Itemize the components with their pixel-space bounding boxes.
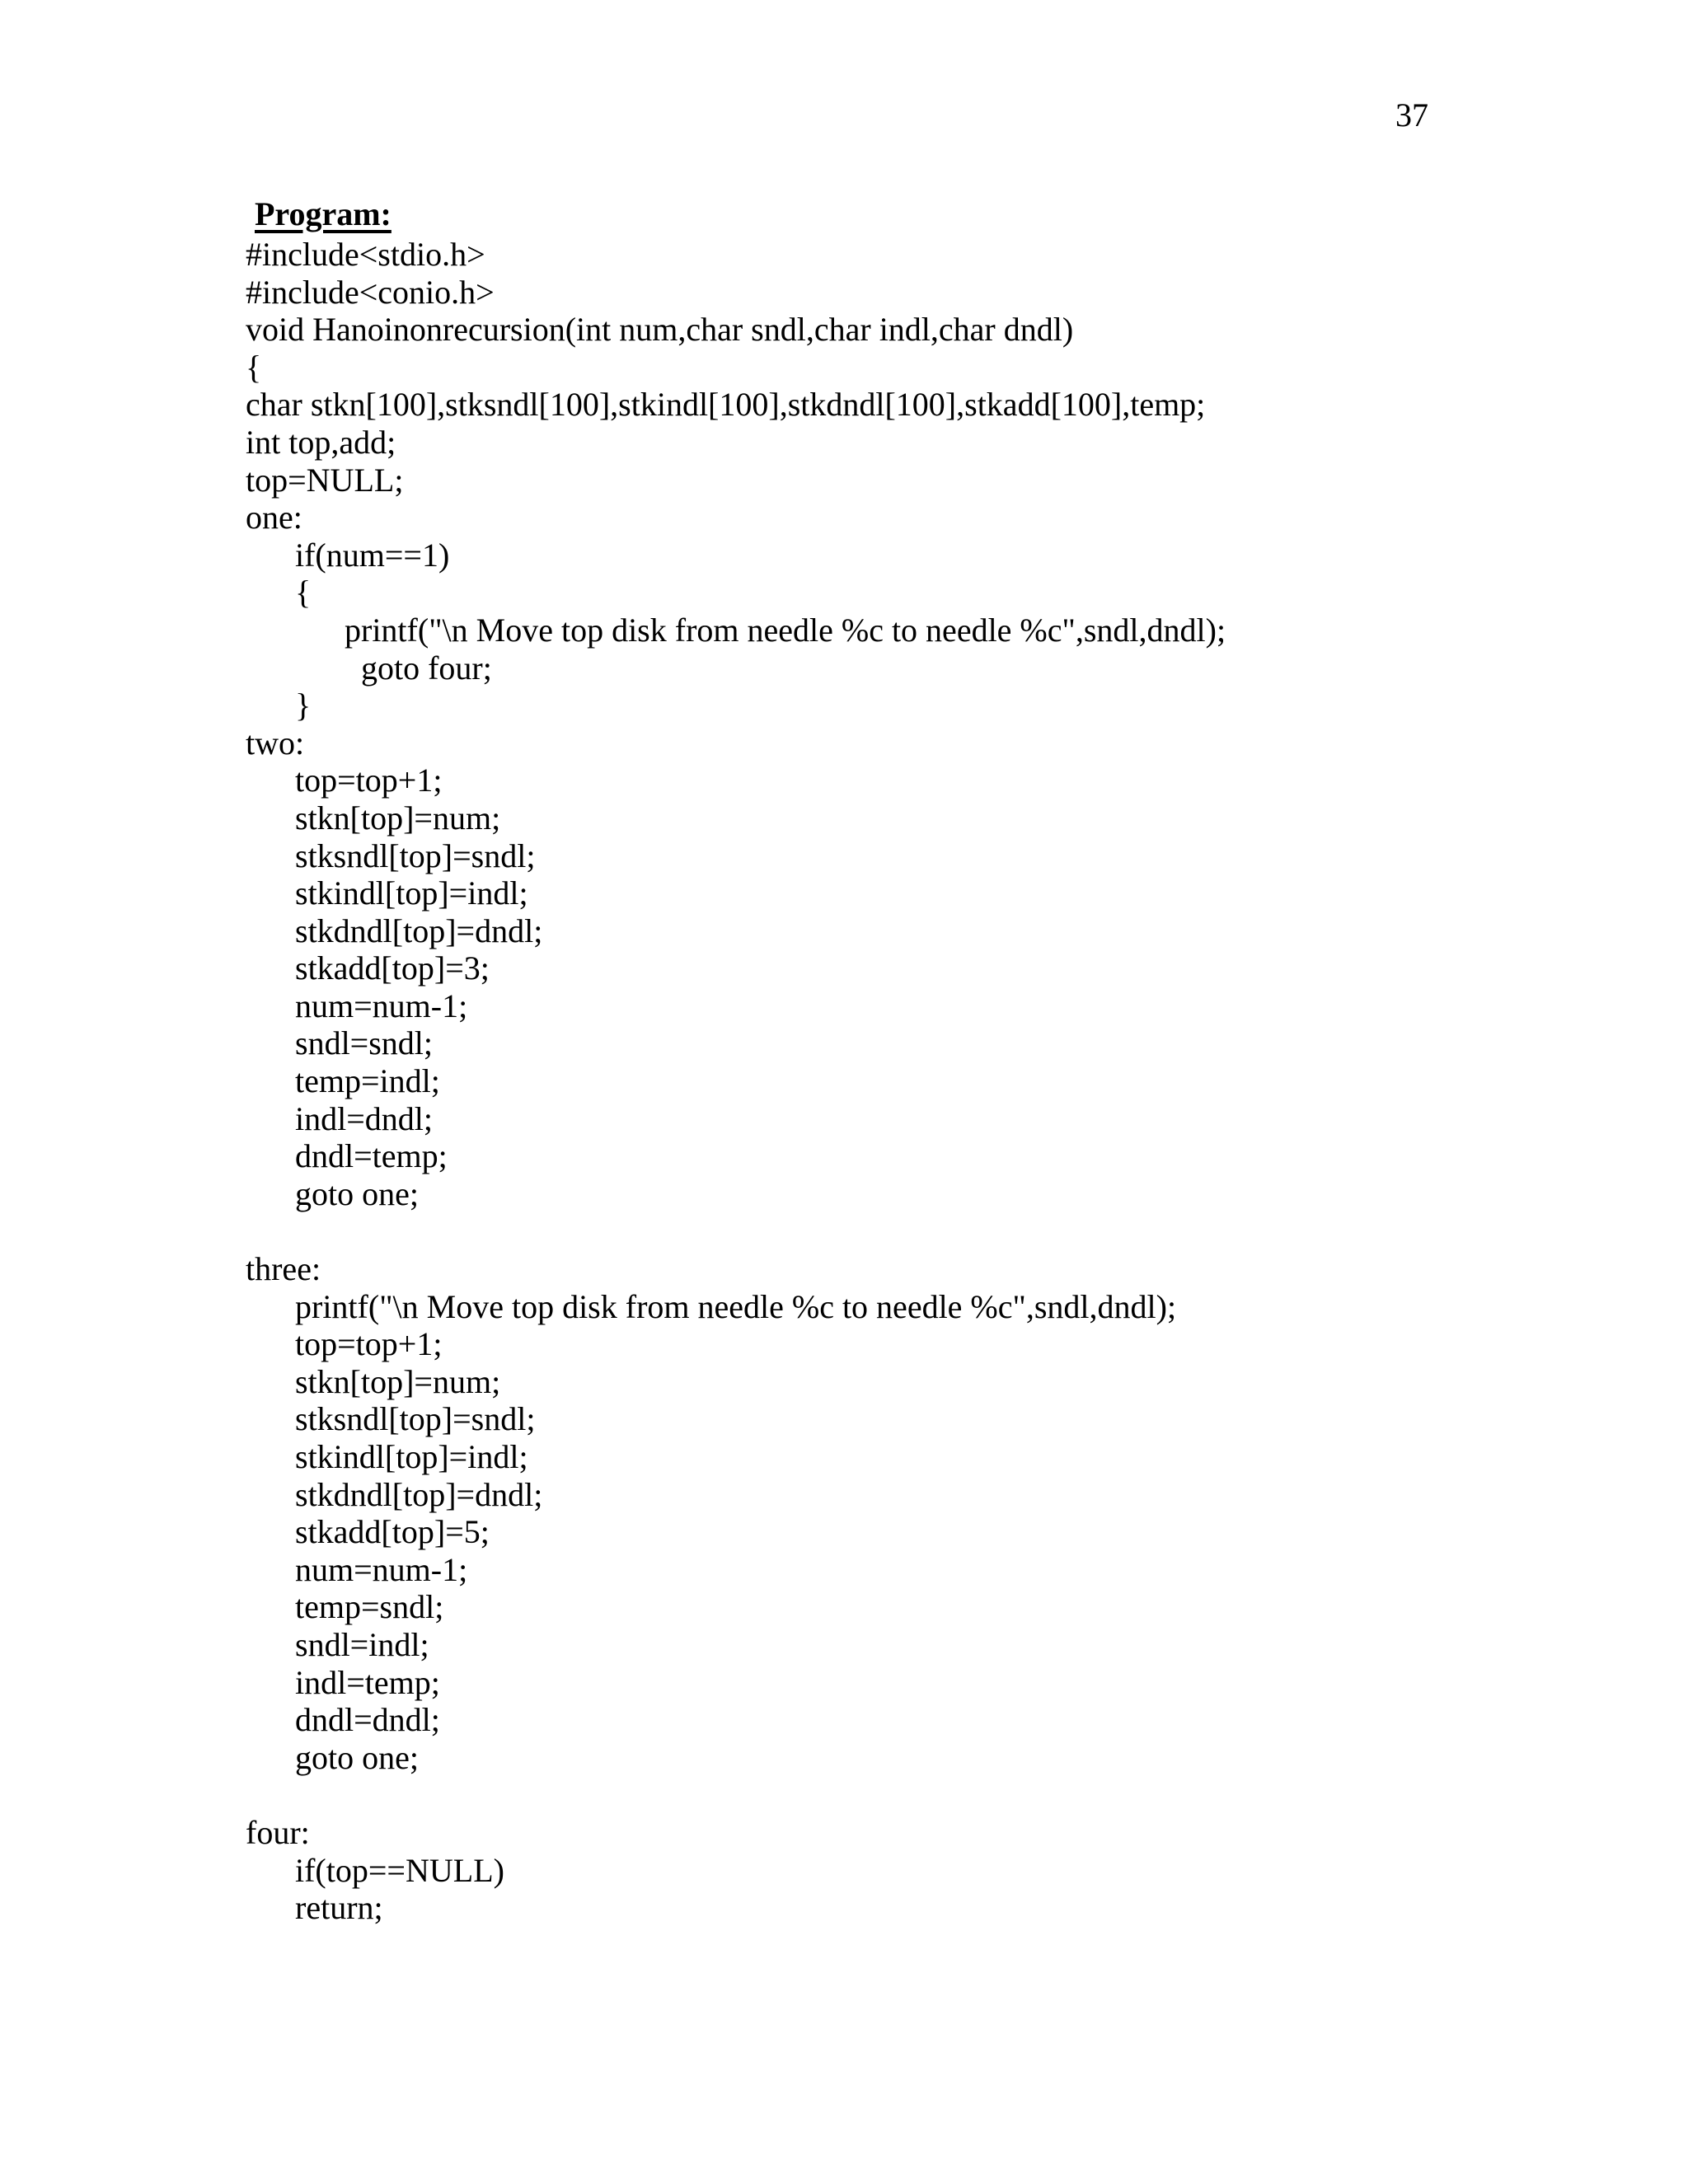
code-line: stkadd[top]=3; — [246, 949, 490, 987]
code-line: dndl=dndl; — [246, 1701, 440, 1739]
code-line: indl=temp; — [246, 1663, 440, 1701]
code-line: temp=sndl; — [246, 1588, 444, 1626]
code-line: printf("\n Move top disk from needle %c to needle %c",sndl,dndl); — [246, 1287, 1177, 1325]
code-line: three: — [246, 1250, 321, 1288]
code-line: top=top+1; — [246, 762, 443, 799]
code-line: indl=dndl; — [246, 1099, 434, 1137]
code-line — [246, 1212, 1482, 1250]
code-line: num=num-1; — [246, 987, 468, 1024]
code-line: } — [246, 687, 312, 724]
code-line: num=num-1; — [246, 1550, 468, 1588]
code-line: stkindl[top]=indl; — [246, 874, 528, 912]
code-line: stkn[top]=num; — [246, 1362, 501, 1400]
code-line: temp=indl; — [246, 1062, 440, 1100]
code-line: top=NULL; — [246, 461, 404, 499]
code-line: two: — [246, 724, 305, 762]
code-line: stkindl[top]=indl; — [246, 1438, 528, 1475]
page-number: 37 — [1395, 96, 1428, 134]
code-line: { — [246, 574, 312, 612]
code-line: stksndl[top]=sndl; — [246, 1400, 536, 1438]
code-line: stkdndl[top]=dndl; — [246, 1475, 543, 1513]
code-line: char stkn[100],stksndl[100],stkindl[100],stkdndl[100],stkadd[100],temp; — [246, 386, 1206, 424]
code-line: printf("\n Move top disk from needle %c to needle %c",sndl,dndl); — [246, 611, 1226, 649]
code-line: sndl=indl; — [246, 1625, 429, 1663]
code-line: #include<stdio.h> — [246, 236, 485, 273]
program-heading: Program: — [255, 195, 392, 232]
code-line: return; — [246, 1889, 383, 1927]
code-line: dndl=temp; — [246, 1137, 448, 1175]
code-line — [246, 1776, 1482, 1814]
code-line: top=top+1; — [246, 1325, 443, 1363]
code-line: one: — [246, 499, 302, 537]
code-line: if(top==NULL) — [246, 1851, 504, 1889]
code-line: stksndl[top]=sndl; — [246, 837, 536, 874]
code-line: goto one; — [246, 1174, 419, 1212]
code-line: goto one; — [246, 1738, 419, 1776]
code-line: if(num==1) — [246, 536, 450, 574]
code-line: goto four; — [246, 649, 492, 687]
code-line: #include<conio.h> — [246, 273, 495, 311]
code-line: sndl=sndl; — [246, 1024, 434, 1062]
code-line: int top,add; — [246, 423, 396, 461]
code-line: void Hanoinonrecursion(int num,char sndl,char indl,char dndl) — [246, 311, 1074, 349]
code-line: { — [246, 348, 262, 386]
code-listing — [246, 236, 1482, 1927]
code-line: four: — [246, 1813, 310, 1851]
code-line: stkn[top]=num; — [246, 799, 501, 837]
code-line: stkdndl[top]=dndl; — [246, 912, 543, 949]
code-line: stkadd[top]=5; — [246, 1513, 490, 1551]
